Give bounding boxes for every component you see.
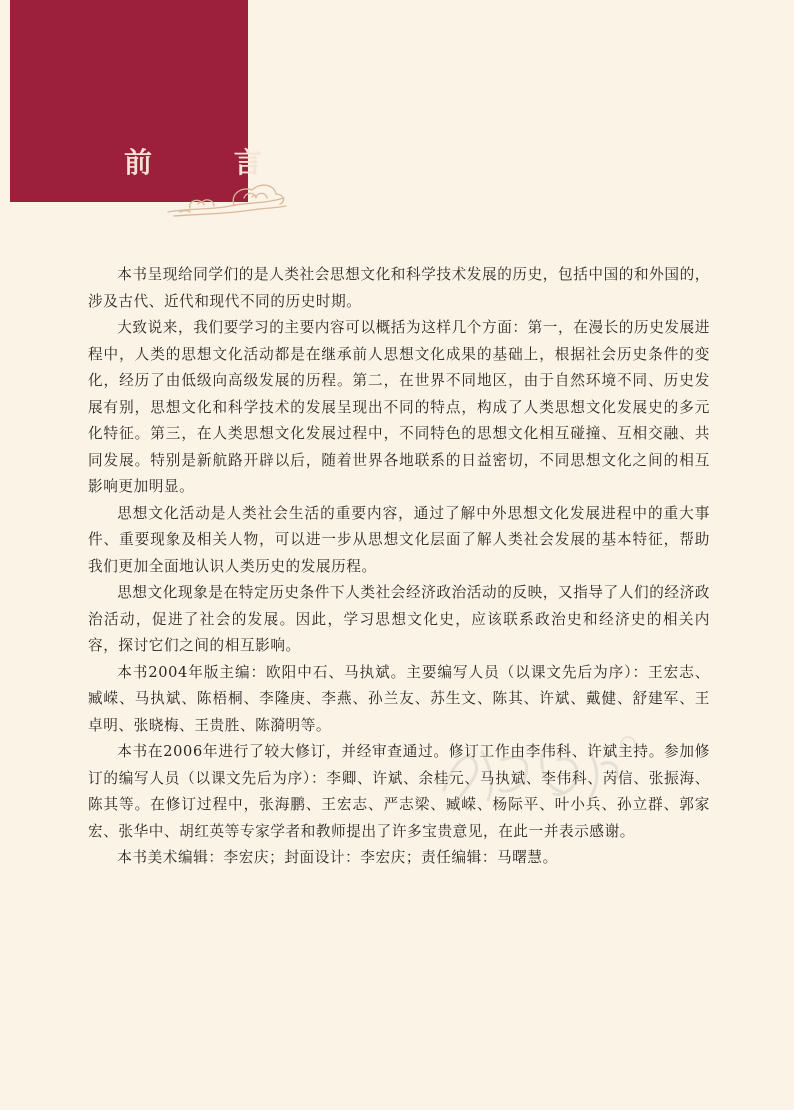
cloud-pattern-icon [160, 172, 290, 218]
paragraph-2004-editors: 本书2004年版主编：欧阳中石、马执斌。主要编写人员（以课文先后为序）：王宏志、臧嵘、马执斌、陈梧桐、李隆庚、李燕、孙兰友、苏生文、陈其、许斌、戴健、舒建军、王卓明、张晓梅、王贵胜、陈漪明等。 [88, 663, 710, 734]
paragraph-method: 思想文化现象是在特定历史条件下人类社会经济政治活动的反映，又指导了人们的经济政治活动，促进了社会的发展。因此，学习思想文化史，应该联系政治史和经济史的相关内容，探讨它们之间的相互影响。 [88, 584, 710, 654]
watermark-logo [430, 730, 640, 810]
paragraph-content-overview: 大致说来，我们要学习的主要内容可以概括为这样几个方面：第一，在漫长的历史发展进程中，人类的思想文化活动都是在继承前人思想文化成果的基础上，根据社会历史条件的变化，经历了由低级向高级发展的历程。第二，在世界不同地区，由于自然环境不同、历史发展有别，思想文化和科学技术的发展呈现出不同的特点，构成了人类思想文化发展史的多元化特征。第三，在人类思想文化发展过程中，不同特色的思想文化相互碰撞、互相交融、共同发展。特别是新航路开辟以后，随着世界各地联系的日益密切，不同思想文化之间的相互影响更加明显。 [88, 319, 710, 495]
page-title: 前 言 [124, 146, 298, 179]
paragraph-significance: 思想文化活动是人类社会生活的重要内容，通过了解中外思想文化发展进程中的重大事件、重要现象及相关人物，可以进一步从思想文化层面了解人类社会发展的基本特征，帮助我们更加全面地认识人类历史的发展历程。 [88, 504, 710, 575]
paragraph-intro: 本书呈现给同学们的是人类社会思想文化和科学技术发展的历史，包括中国的和外国的，涉及古代、近代和现代不同的历史时期。 [88, 266, 710, 310]
paragraph-2006-revision: 本书在2006年进行了较大修订，并经审查通过。修订工作由李伟科、许斌主持。参加修订的编写人员（以课文先后为序）：李卿、许斌、余桂元、马执斌、李伟科、芮信、张振海、陈其等。在修订过程中，张海鹏、王宏志、严志梁、臧嵘、杨际平、叶小兵、孙立群、郭家宏、张华中、胡红英等专家学者和教师提出了许多宝贵意见，在此一并表示感谢。 [88, 743, 710, 840]
paragraph-art-editors: 本书美术编辑：李宏庆；封面设计：李宏庆；责任编辑：马曙慧。 [117, 849, 558, 866]
